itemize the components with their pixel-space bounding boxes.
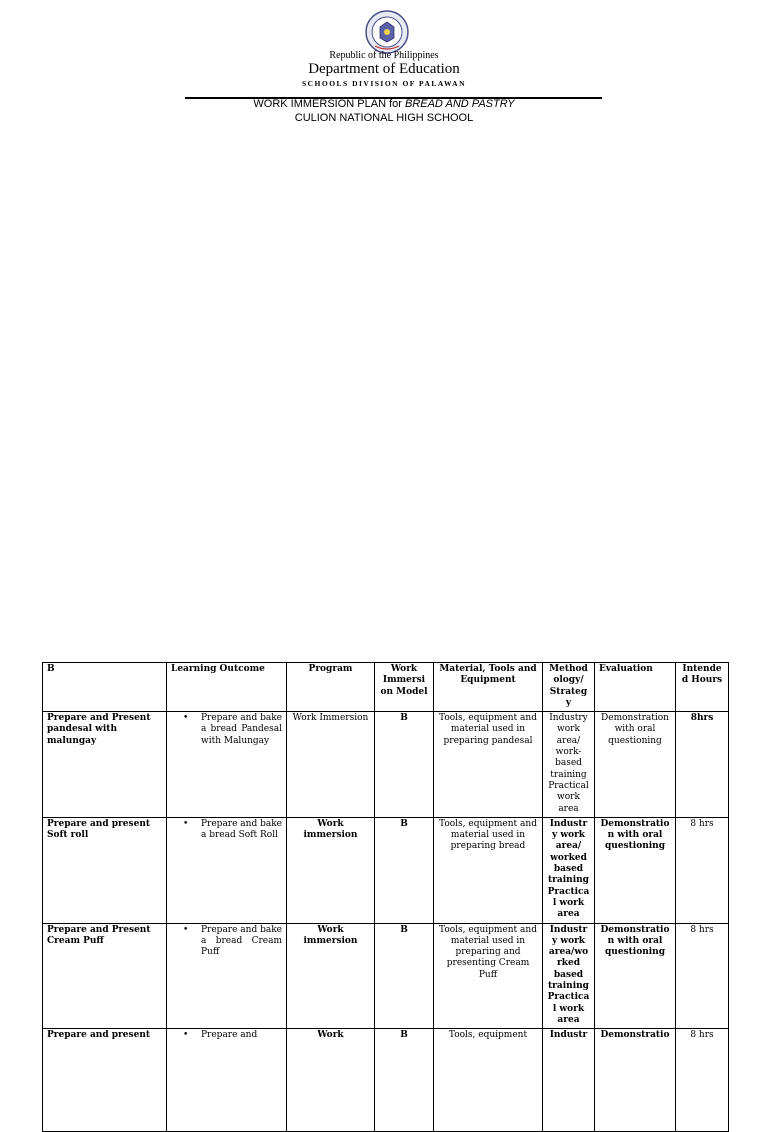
cell-evaluation: Demonstratio n with oral questioning <box>595 923 676 1029</box>
cell-competency: Prepare and Present Cream Puff <box>43 923 167 1029</box>
cell-material: Tools, equipment and material used in preparing bread <box>434 817 543 923</box>
column-header-material: Material, Tools and Equipment <box>434 663 543 712</box>
column-header-model: Work Immersi on Model <box>375 663 434 712</box>
cell-program: Work immersion <box>287 817 375 923</box>
republic-line: Republic of the Philippines <box>329 50 439 61</box>
immersion-plan-table <box>42 662 729 1132</box>
outcome-text: Prepare and <box>201 1030 258 1041</box>
cell-material: Tools, equipment <box>434 1029 543 1132</box>
cell-material: Tools, equipment and material used in preparing and presenting Cream Puff <box>434 923 543 1029</box>
table-row <box>43 1029 729 1132</box>
bullet-icon: • <box>183 818 189 829</box>
plan-subject: BREAD AND PASTRY <box>404 98 515 110</box>
bullet-icon: • <box>183 924 189 935</box>
cell-outcome <box>167 817 287 923</box>
table-row <box>43 923 729 1029</box>
outcome-text: Prepare and bake a bread Pandesal with Malungay <box>201 713 282 746</box>
department-title: Department of Education <box>308 61 460 77</box>
cell-hours: 8 hrs <box>676 817 729 923</box>
outcome-text: Prepare and bake a bread Cream Puff <box>201 924 282 958</box>
table-row <box>43 712 729 818</box>
bullet-icon: • <box>183 713 189 724</box>
cell-competency: Prepare and present <box>43 1029 167 1132</box>
cell-hours: 8 hrs <box>676 923 729 1029</box>
column-header-program: Program <box>287 663 375 712</box>
cell-model: B <box>375 923 434 1029</box>
cell-outcome <box>167 712 287 818</box>
cell-model: B <box>375 1029 434 1132</box>
bullet-icon: • <box>183 1030 189 1041</box>
cell-competency: Prepare and present Soft roll <box>43 817 167 923</box>
table-row <box>43 817 729 923</box>
cell-hours: 8hrs <box>676 712 729 818</box>
column-header-evaluation: Evaluation <box>595 663 676 712</box>
column-header-methodology: Method ology/ Strateg y <box>543 663 595 712</box>
cell-evaluation: Demonstration with oral questioning <box>595 712 676 818</box>
column-header-b: B <box>43 663 167 712</box>
division-line: SCHOOLS DIVISION OF PALAWAN <box>301 79 467 88</box>
cell-evaluation: Demonstratio <box>595 1029 676 1132</box>
cell-methodology: Industr <box>543 1029 595 1132</box>
column-header-hours: Intende d Hours <box>676 663 729 712</box>
cell-program: Work <box>287 1029 375 1132</box>
deped-seal-logo <box>365 10 409 54</box>
cell-methodology: Industr y work area/wo rked based training Practica l work area <box>543 923 595 1029</box>
school-name: CULION NATIONAL HIGH SCHOOL <box>294 112 474 124</box>
column-header-learning-outcome: Learning Outcome <box>167 663 287 712</box>
cell-outcome <box>167 1029 287 1132</box>
cell-outcome <box>167 923 287 1029</box>
plan-title-prefix: WORK IMMERSION PLAN for <box>253 98 405 110</box>
cell-methodology: Industr y work area/ worked based training Practica l work area <box>543 817 595 923</box>
table-header-row <box>43 663 729 712</box>
cell-competency: Prepare and Present pandesal with malungay <box>43 712 167 818</box>
cell-model: B <box>375 817 434 923</box>
cell-evaluation: Demonstratio n with oral questioning <box>595 817 676 923</box>
cell-hours: 8 hrs <box>676 1029 729 1132</box>
plan-title <box>0 98 768 110</box>
cell-methodology: Industry work area/ work-based training Practical work area <box>543 712 595 818</box>
cell-program: Work immersion <box>287 923 375 1029</box>
outcome-text: Prepare and bake a bread Soft Roll <box>201 818 282 841</box>
cell-program: Work Immersion <box>287 712 375 818</box>
cell-model: B <box>375 712 434 818</box>
cell-material: Tools, equipment and material used in preparing pandesal <box>434 712 543 818</box>
